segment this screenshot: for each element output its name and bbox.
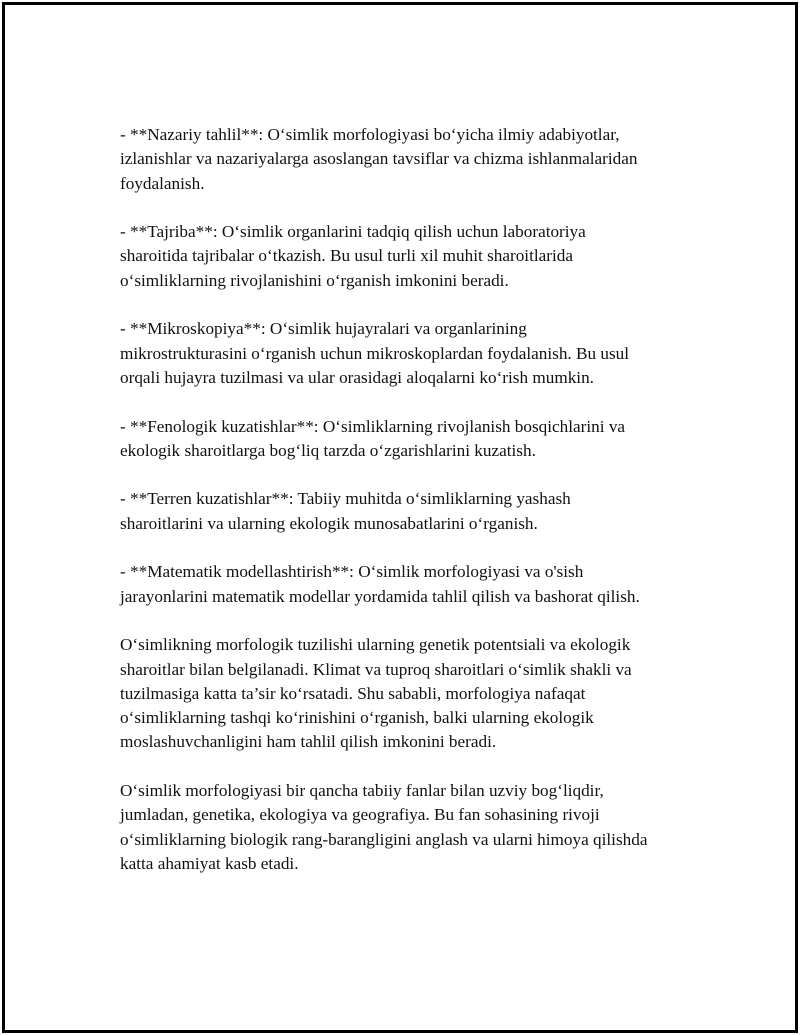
- document-body: [120, 123, 710, 876]
- paragraph-fanlar-bilan-aloqa: O‘simlik morfologiyasi bir qancha tabiiy fanlar bilan uzviy bog‘liqdir, jumladan, genetika, ekologiya va geografiya. Bu fan sohasining rivoji o‘simliklarning biologik rang-barangligini anglash va ularni himoya qilishda katta ahamiyat kasb etadi.: [120, 781, 648, 873]
- paragraph-morfologik-tuzilish: O‘simlikning morfologik tuzilishi ularning genetik potentsiali va ekologik sharoitlar bilan belgilanadi. Klimat va tuproq sharoitlari o‘simlik shakli va tuzilmasiga katta ta’sir ko‘rsatadi. Shu sababli, morfologiya nafaqat o‘simliklarning tashqi ko‘rinishini o‘rganish, balki ularning ekologik moslashuvchanligini ham tahlil qilish imkonini beradi.: [120, 635, 632, 752]
- paragraph-fenologik-kuzatishlar: - **Fenologik kuzatishlar**: O‘simliklarning rivojlanish bosqichlarini va ekologik sharoitlarga bog‘liq tarzda o‘zgarishlarini kuzatish.: [120, 416, 626, 460]
- paragraph-terren-kuzatishlar: - **Terren kuzatishlar**: Tabiiy muhitda o‘simliklarning yashash sharoitlarini va ularning ekologik munosabatlarini o‘rganish.: [120, 489, 571, 533]
- paragraph-tajriba: - **Tajriba**: O‘simlik organlarini tadqiq qilish uchun laboratoriya sharoitida tajribalar o‘tkazish. Bu usul turli xil muhit sharoitlarida o‘simliklarning rivojlanishini o‘rganish imkonini beradi.: [120, 222, 586, 290]
- paragraph-matematik-modellashtirish: - **Matematik modellashtirish**: O‘simlik morfologiyasi va o'sish jarayonlarini matematik modellar yordamida tahlil qilish va bashorat qilish.: [120, 562, 640, 606]
- paragraph-nazariy-tahlil: - **Nazariy tahlil**: O‘simlik morfologiyasi bo‘yicha ilmiy adabiyotlar, izlanishlar va nazariyalarga asoslangan tavsiflar va chizma ishlanmalaridan foydalanish.: [120, 125, 638, 193]
- paragraph-mikroskopiya: - **Mikroskopiya**: O‘simlik hujayralari va organlarining mikrostrukturasini o‘rganish uchun mikroskoplardan foydalanish. Bu usul orqali hujayra tuzilmasi va ular orasidagi aloqalarni ko‘rish mumkin.: [120, 319, 630, 387]
- page-frame: [2, 2, 798, 1033]
